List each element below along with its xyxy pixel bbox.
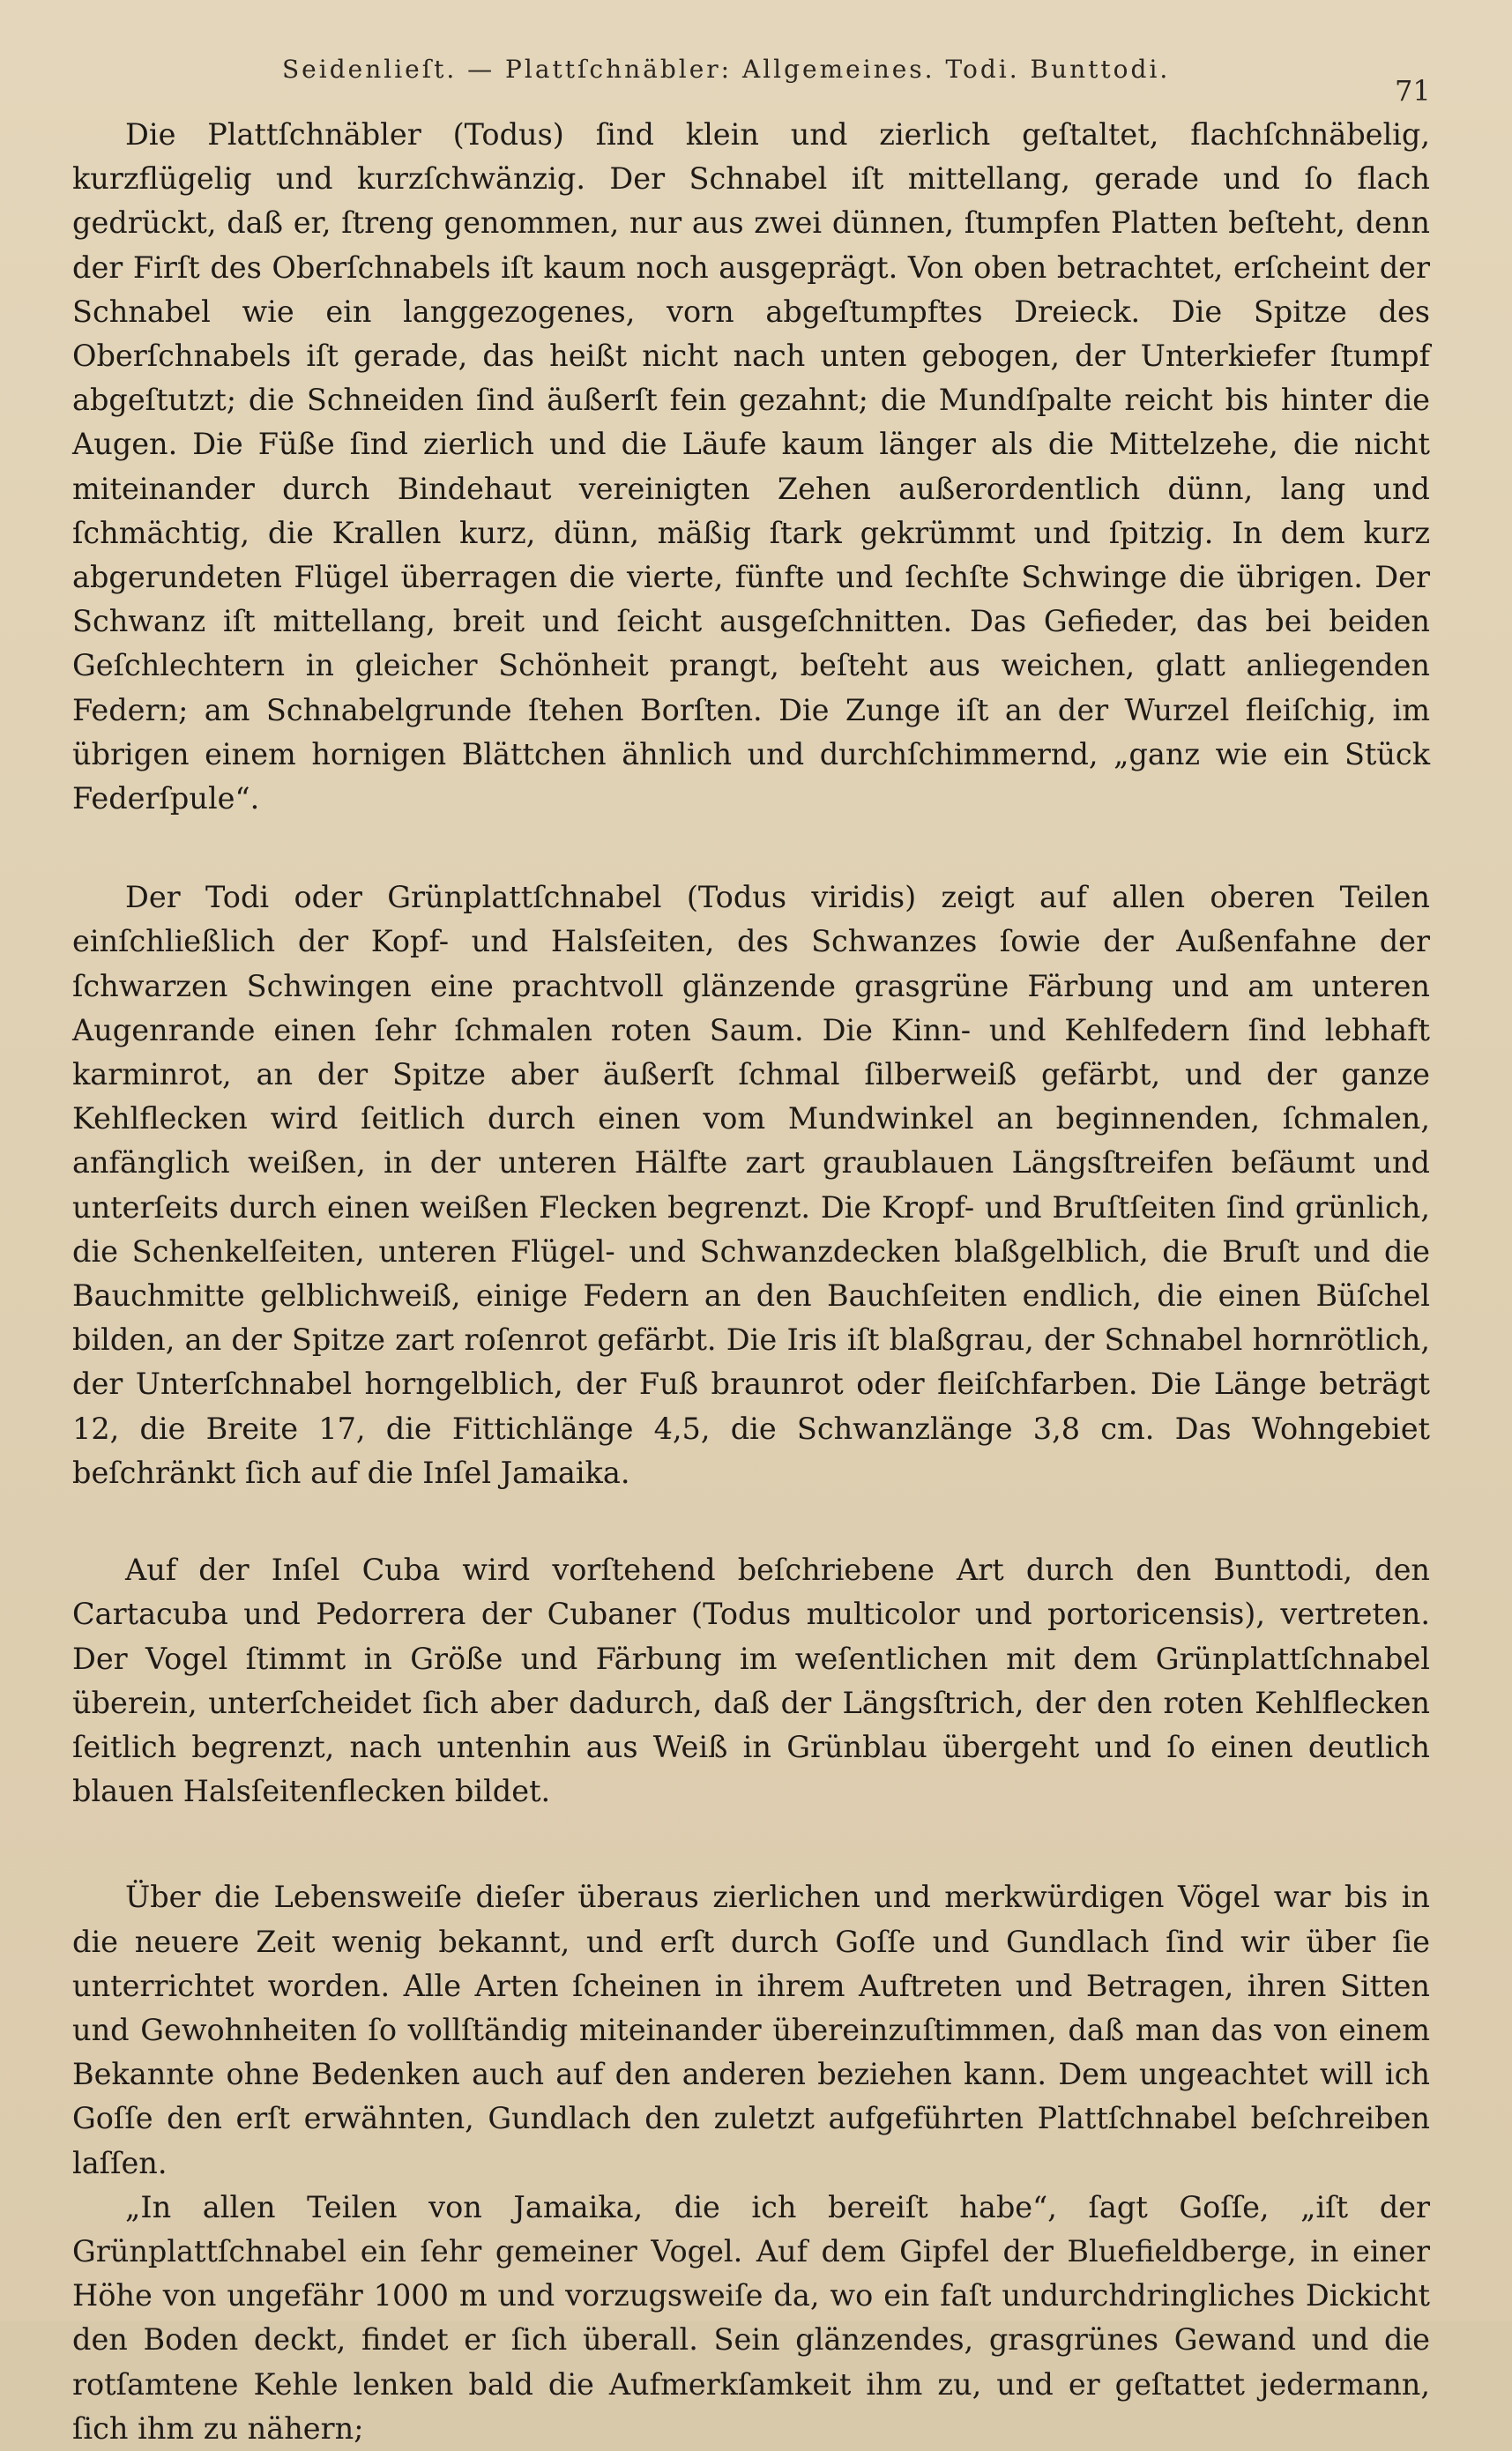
body-text [72, 113, 1430, 2451]
paragraph-5-text: „In allen Teilen von Jamaika, die ich bereiſt habe“, ſagt Goſſe, „iſt der Grünplattſchnabel ein ſehr gemeiner Vogel. Auf dem Gipfel der Bluefieldberge, in einer Höhe von ungefähr 1000 m und vorzugsweiſe da, wo ein faſt undurchdringliches Dickicht den Boden deckt, findet er ſich überall. Sein glänzendes, grasgrünes Gewand und die rotſamtene Kehle lenken bald die Aufmerkſamkeit ihm zu, und er geſtattet jedermann, ſich ihm zu nähern; [72, 2189, 1430, 2446]
paragraph-2-text: Der Todi oder Grünplattſchnabel (Todus viridis) zeigt auf allen oberen Teilen einſchließlich der Kopf- und Halsſeiten, des Schwanzes ſowie der Außenfahne der ſchwarzen Schwingen eine prachtvoll glänzende grasgrüne Färbung und am unteren Augenrande einen ſehr ſchmalen roten Saum. Die Kinn- und Kehlfedern ſind lebhaft karminrot, an der Spitze aber äußerſt ſchmal ſilberweiß gefärbt, und der ganze Kehlflecken wird ſeitlich durch einen vom Mundwinkel an beginnenden, ſchmalen, anfänglich weißen, in der unteren Hälfte zart graublauen Längsſtreifen beſäumt und unterſeits durch einen weißen Flecken begrenzt. Die Kropf- und Bruſtſeiten ſind grünlich, die Schenkelſeiten, unteren Flügel- und Schwanzdecken blaßgelblich, die Bruſt und die Bauchmitte gelblichweiß, einige Federn an den Bauchſeiten endlich, die einen Büſchel bilden, an der Spitze zart roſenrot gefärbt. Die Iris iſt blaßgrau, der Schnabel hornrötlich, der Unterſchnabel horngelblich, der Fuß braunrot oder fleiſchfarben. Die Länge beträgt 12, die Breite 17, die Fittichlänge 4,5, die Schwanzlänge 3,8 cm. Das Wohngebiet beſchränkt ſich auf die Inſel Jamaika. [72, 880, 1430, 1490]
paragraph-1-text: Die Plattſchnäbler (Todus) ſind klein und zierlich geſtaltet, flachſchnäbelig, kurzflügelig und kurzſchwänzig. Der Schnabel iſt mittellang, gerade und ſo flach gedrückt, daß er, ſtreng genommen, nur aus zwei dünnen, ſtumpfen Platten beſteht, denn der Firſt des Oberſchnabels iſt kaum noch ausgeprägt. Von oben betrachtet, erſcheint der Schnabel wie ein langgezogenes, vorn abgeſtumpftes Dreieck. Die Spitze des Oberſchnabels iſt gerade, das heißt nicht nach unten gebogen, der Unterkiefer ſtumpf abgeſtutzt; die Schneiden ſind äußerſt fein gezahnt; die Mundſpalte reicht bis hinter die Augen. Die Füße ſind zierlich und die Läufe kaum länger als die Mittelzehe, die nicht miteinander durch Bindehaut vereinigten Zehen außerordentlich dünn, lang und ſchmächtig, die Krallen kurz, dünn, mäßig ſtark gekrümmt und ſpitzig. In dem kurz abgerundeten Flügel überragen die vierte, fünfte und ſechſte Schwinge die übrigen. Der Schwanz iſt mittellang, breit und ſeicht ausgeſchnitten. Das Gefieder, das bei beiden Geſchlechtern in gleicher Schönheit prangt, beſteht aus weichen, glatt anliegenden Federn; am Schnabelgrunde ſtehen Borſten. Die Zunge iſt an der Wurzel fleiſchig, im übrigen einem hornigen Blättchen ähnlich und durchſchimmernd, „ganz wie ein Stück Federſpule“. [72, 117, 1430, 816]
paragraph-4 [72, 1875, 1430, 2185]
paragraph-1 [72, 113, 1430, 821]
paragraph-3-text: Auf der Inſel Cuba wird vorſtehend beſchriebene Art durch den Bunttodi, den Cartacuba und Pedorrera der Cubaner (Todus multicolor und portoricensis), vertreten. Der Vogel ſtimmt in Größe und Färbung im weſentlichen mit dem Grünplattſchnabel überein, unterſcheidet ſich aber dadurch, daß der Längsſtrich, der den roten Kehlflecken ſeitlich begrenzt, nach untenhin aus Weiß in Grünblau übergeht und ſo einen deutlich blauen Halsſeitenflecken bildet. [72, 1553, 1430, 1809]
running-head: Seidenlieſt. — Plattſchnäbler: Allgemeines. Todi. Bunttodi. [282, 55, 1171, 84]
paragraph-4-text: Über die Lebensweiſe dieſer überaus zierlichen und merkwürdigen Vögel war bis in die neuere Zeit wenig bekannt, und erſt durch Goſſe und Gundlach ſind wir über ſie unterrichtet worden. Alle Arten ſcheinen in ihrem Auftreten und Betragen, ihren Sitten und Gewohnheiten ſo vollſtändig miteinander übereinzuſtimmen, daß man das von einem Bekannte ohne Bedenken auch auf den anderen beziehen kann. Dem ungeachtet will ich Goſſe den erſt erwähnten, Gundlach den zuletzt aufgeführten Plattſchnabel beſchreiben laſſen. [72, 1880, 1430, 2180]
page-header [0, 55, 1512, 108]
paragraph-3 [72, 1548, 1430, 1814]
paragraph-2 [72, 875, 1430, 1495]
paragraph-5 [72, 2186, 1430, 2451]
page-number: 71 [1395, 74, 1431, 108]
